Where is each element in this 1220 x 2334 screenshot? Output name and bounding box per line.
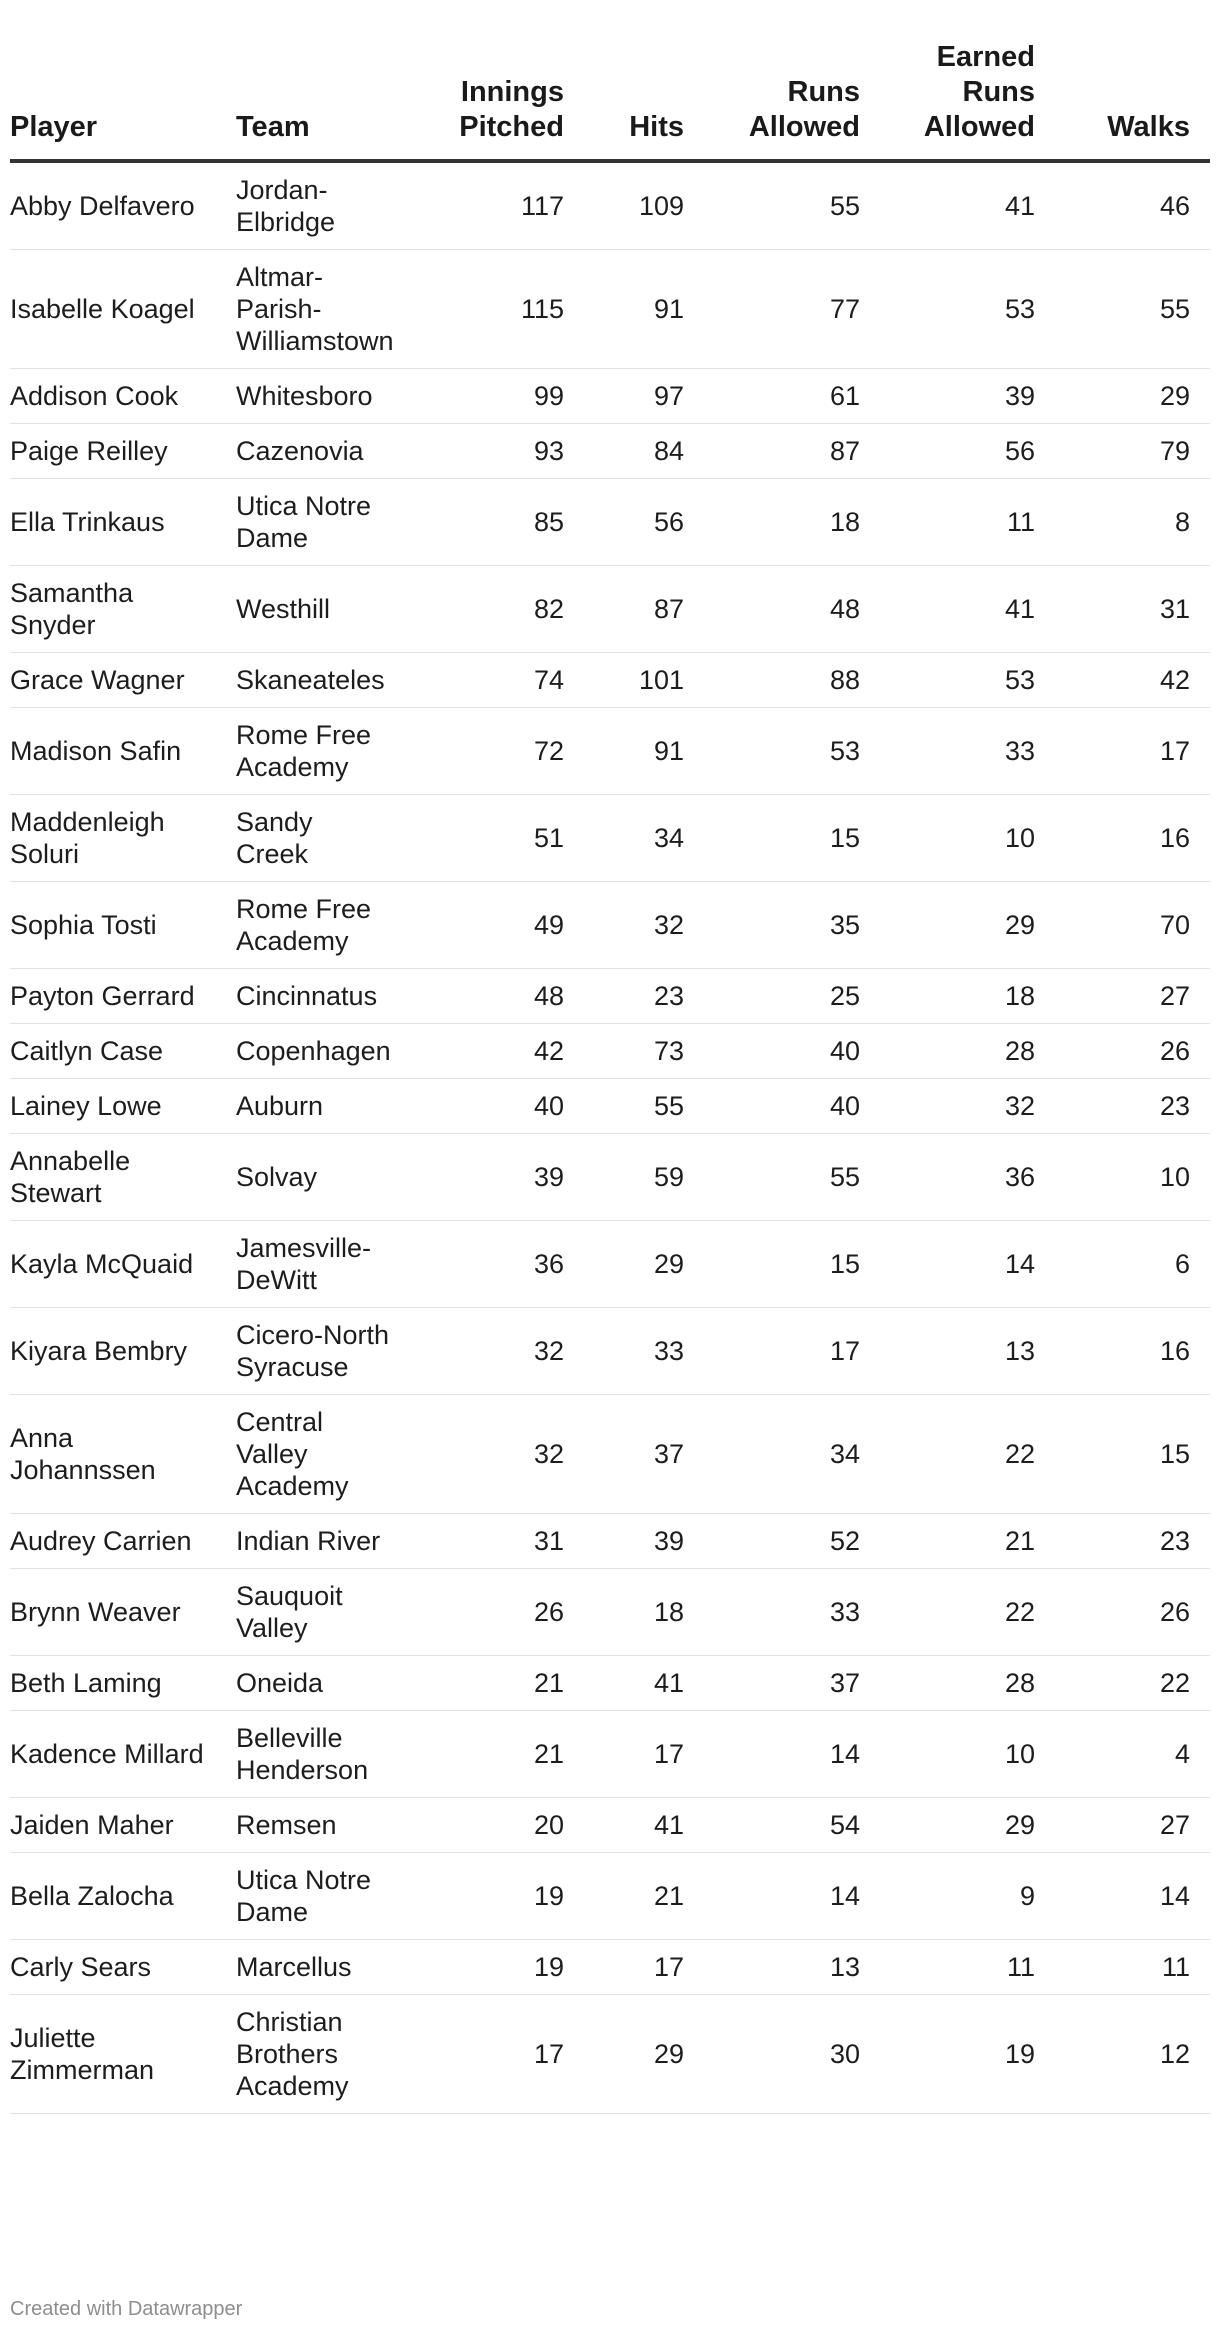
runs-allowed-cell: 18 [704, 479, 880, 566]
team-cell: Rome Free Academy [236, 882, 406, 969]
hits-cell: 97 [584, 369, 704, 424]
team-cell: Skaneateles [236, 653, 406, 708]
innings-pitched-cell: 74 [406, 653, 584, 708]
walks-cell: 8 [1055, 479, 1210, 566]
player-cell: Abby Delfavero [10, 161, 236, 250]
walks-cell: 31 [1055, 566, 1210, 653]
walks-cell: 70 [1055, 882, 1210, 969]
table-row [10, 1221, 1210, 1308]
runs-allowed-cell: 37 [704, 1656, 880, 1711]
earned-runs-allowed-cell: 18 [880, 969, 1055, 1024]
table-body [10, 161, 1210, 2114]
player-cell: Sophia Tosti [10, 882, 236, 969]
runs-allowed-cell: 35 [704, 882, 880, 969]
runs-allowed-cell: 15 [704, 795, 880, 882]
table-row [10, 1514, 1210, 1569]
table-row [10, 1853, 1210, 1940]
innings-pitched-cell: 31 [406, 1514, 584, 1569]
team-cell: Jordan-Elbridge [236, 161, 406, 250]
table-row [10, 1569, 1210, 1656]
earned-runs-allowed-cell: 33 [880, 708, 1055, 795]
innings-pitched-cell: 117 [406, 161, 584, 250]
table-row [10, 1940, 1210, 1995]
hits-cell: 17 [584, 1711, 704, 1798]
runs-allowed-cell: 88 [704, 653, 880, 708]
walks-cell: 26 [1055, 1569, 1210, 1656]
player-cell: Kayla McQuaid [10, 1221, 236, 1308]
innings-pitched-cell: 32 [406, 1308, 584, 1395]
player-cell: Isabelle Koagel [10, 250, 236, 369]
team-cell: Utica Notre Dame [236, 1853, 406, 1940]
header-row [10, 40, 1210, 161]
hits-cell: 37 [584, 1395, 704, 1514]
table-row [10, 424, 1210, 479]
player-cell: Lainey Lowe [10, 1079, 236, 1134]
walks-cell: 27 [1055, 1798, 1210, 1853]
team-cell: Marcellus [236, 1940, 406, 1995]
player-cell: Addison Cook [10, 369, 236, 424]
team-cell: Altmar-Parish-Williamstown [236, 250, 406, 369]
hits-cell: 91 [584, 250, 704, 369]
earned-runs-allowed-cell: 28 [880, 1656, 1055, 1711]
walks-cell: 14 [1055, 1853, 1210, 1940]
table-header [10, 40, 1210, 161]
runs-allowed-cell: 14 [704, 1853, 880, 1940]
team-cell: Rome Free Academy [236, 708, 406, 795]
earned-runs-allowed-cell: 32 [880, 1079, 1055, 1134]
earned-runs-allowed-cell: 56 [880, 424, 1055, 479]
hits-cell: 29 [584, 1995, 704, 2114]
innings-pitched-cell: 32 [406, 1395, 584, 1514]
hits-cell: 39 [584, 1514, 704, 1569]
player-cell: Juliette Zimmerman [10, 1995, 236, 2114]
hits-cell: 84 [584, 424, 704, 479]
table-row [10, 479, 1210, 566]
runs-allowed-cell: 87 [704, 424, 880, 479]
team-cell: Jamesville-DeWitt [236, 1221, 406, 1308]
earned-runs-allowed-cell: 14 [880, 1221, 1055, 1308]
team-cell: Christian Brothers Academy [236, 1995, 406, 2114]
table-row [10, 250, 1210, 369]
table-row [10, 708, 1210, 795]
runs-allowed-cell: 25 [704, 969, 880, 1024]
earned-runs-allowed-cell: 10 [880, 1711, 1055, 1798]
player-cell: Annabelle Stewart [10, 1134, 236, 1221]
innings-pitched-cell: 20 [406, 1798, 584, 1853]
team-cell: Sandy Creek [236, 795, 406, 882]
walks-cell: 79 [1055, 424, 1210, 479]
hits-cell: 34 [584, 795, 704, 882]
hits-cell: 32 [584, 882, 704, 969]
column-header-team[interactable]: Team [236, 40, 406, 161]
earned-runs-allowed-cell: 36 [880, 1134, 1055, 1221]
player-cell: Samantha Snyder [10, 566, 236, 653]
player-cell: Madison Safin [10, 708, 236, 795]
walks-cell: 46 [1055, 161, 1210, 250]
team-cell: Cincinnatus [236, 969, 406, 1024]
datawrapper-credit: Created with Datawrapper [10, 2298, 243, 2320]
player-cell: Maddenleigh Soluri [10, 795, 236, 882]
walks-cell: 55 [1055, 250, 1210, 369]
earned-runs-allowed-cell: 11 [880, 1940, 1055, 1995]
team-cell: Westhill [236, 566, 406, 653]
runs-allowed-cell: 15 [704, 1221, 880, 1308]
team-cell: Utica Notre Dame [236, 479, 406, 566]
earned-runs-allowed-cell: 11 [880, 479, 1055, 566]
earned-runs-allowed-cell: 22 [880, 1569, 1055, 1656]
hits-cell: 21 [584, 1853, 704, 1940]
hits-cell: 59 [584, 1134, 704, 1221]
hits-cell: 56 [584, 479, 704, 566]
earned-runs-allowed-cell: 29 [880, 1798, 1055, 1853]
table-row [10, 566, 1210, 653]
column-header-player[interactable]: Player [10, 40, 236, 161]
walks-cell: 10 [1055, 1134, 1210, 1221]
player-cell: Carly Sears [10, 1940, 236, 1995]
earned-runs-allowed-cell: 22 [880, 1395, 1055, 1514]
team-cell: Cicero-North Syracuse [236, 1308, 406, 1395]
team-cell: Remsen [236, 1798, 406, 1853]
walks-cell: 17 [1055, 708, 1210, 795]
runs-allowed-cell: 34 [704, 1395, 880, 1514]
earned-runs-allowed-cell: 41 [880, 566, 1055, 653]
hits-cell: 23 [584, 969, 704, 1024]
innings-pitched-cell: 93 [406, 424, 584, 479]
player-cell: Anna Johannssen [10, 1395, 236, 1514]
hits-cell: 29 [584, 1221, 704, 1308]
innings-pitched-cell: 85 [406, 479, 584, 566]
walks-cell: 16 [1055, 1308, 1210, 1395]
hits-cell: 55 [584, 1079, 704, 1134]
walks-cell: 23 [1055, 1079, 1210, 1134]
team-cell: Oneida [236, 1656, 406, 1711]
runs-allowed-cell: 55 [704, 161, 880, 250]
innings-pitched-cell: 42 [406, 1024, 584, 1079]
hits-cell: 101 [584, 653, 704, 708]
player-cell: Kadence Millard [10, 1711, 236, 1798]
player-cell: Brynn Weaver [10, 1569, 236, 1656]
innings-pitched-cell: 19 [406, 1940, 584, 1995]
column-header-runs-allowed[interactable]: Runs Allowed [704, 40, 880, 161]
runs-allowed-cell: 54 [704, 1798, 880, 1853]
team-cell: Belleville Henderson [236, 1711, 406, 1798]
player-cell: Ella Trinkaus [10, 479, 236, 566]
player-cell: Bella Zalocha [10, 1853, 236, 1940]
table-row [10, 1395, 1210, 1514]
walks-cell: 11 [1055, 1940, 1210, 1995]
earned-runs-allowed-cell: 19 [880, 1995, 1055, 2114]
team-cell: Copenhagen [236, 1024, 406, 1079]
walks-cell: 12 [1055, 1995, 1210, 2114]
player-cell: Kiyara Bembry [10, 1308, 236, 1395]
innings-pitched-cell: 21 [406, 1711, 584, 1798]
earned-runs-allowed-cell: 28 [880, 1024, 1055, 1079]
innings-pitched-cell: 72 [406, 708, 584, 795]
earned-runs-allowed-cell: 9 [880, 1853, 1055, 1940]
earned-runs-allowed-cell: 41 [880, 161, 1055, 250]
hits-cell: 18 [584, 1569, 704, 1656]
runs-allowed-cell: 33 [704, 1569, 880, 1656]
table-row [10, 1798, 1210, 1853]
team-cell: Cazenovia [236, 424, 406, 479]
walks-cell: 15 [1055, 1395, 1210, 1514]
hits-cell: 41 [584, 1656, 704, 1711]
column-header-walks[interactable]: Walks [1055, 40, 1210, 161]
earned-runs-allowed-cell: 21 [880, 1514, 1055, 1569]
hits-cell: 41 [584, 1798, 704, 1853]
table-row [10, 795, 1210, 882]
player-cell: Payton Gerrard [10, 969, 236, 1024]
walks-cell: 16 [1055, 795, 1210, 882]
innings-pitched-cell: 21 [406, 1656, 584, 1711]
innings-pitched-cell: 49 [406, 882, 584, 969]
player-cell: Beth Laming [10, 1656, 236, 1711]
earned-runs-allowed-cell: 13 [880, 1308, 1055, 1395]
runs-allowed-cell: 40 [704, 1024, 880, 1079]
runs-allowed-cell: 61 [704, 369, 880, 424]
pitching-stats-table [10, 40, 1210, 2114]
hits-cell: 17 [584, 1940, 704, 1995]
table-row [10, 1995, 1210, 2114]
runs-allowed-cell: 13 [704, 1940, 880, 1995]
innings-pitched-cell: 36 [406, 1221, 584, 1308]
walks-cell: 23 [1055, 1514, 1210, 1569]
runs-allowed-cell: 40 [704, 1079, 880, 1134]
table-row [10, 369, 1210, 424]
walks-cell: 27 [1055, 969, 1210, 1024]
earned-runs-allowed-cell: 10 [880, 795, 1055, 882]
walks-cell: 4 [1055, 1711, 1210, 1798]
runs-allowed-cell: 53 [704, 708, 880, 795]
table-row [10, 1308, 1210, 1395]
table-row [10, 161, 1210, 250]
player-cell: Caitlyn Case [10, 1024, 236, 1079]
innings-pitched-cell: 82 [406, 566, 584, 653]
team-cell: Indian River [236, 1514, 406, 1569]
runs-allowed-cell: 77 [704, 250, 880, 369]
innings-pitched-cell: 17 [406, 1995, 584, 2114]
stats-table-container [10, 40, 1210, 2114]
hits-cell: 73 [584, 1024, 704, 1079]
innings-pitched-cell: 99 [406, 369, 584, 424]
column-header-earned-runs-allowed[interactable]: Earned Runs Allowed [880, 40, 1055, 161]
runs-allowed-cell: 52 [704, 1514, 880, 1569]
innings-pitched-cell: 39 [406, 1134, 584, 1221]
table-row [10, 1079, 1210, 1134]
earned-runs-allowed-cell: 29 [880, 882, 1055, 969]
walks-cell: 29 [1055, 369, 1210, 424]
team-cell: Central Valley Academy [236, 1395, 406, 1514]
team-cell: Sauquoit Valley [236, 1569, 406, 1656]
walks-cell: 26 [1055, 1024, 1210, 1079]
innings-pitched-cell: 26 [406, 1569, 584, 1656]
runs-allowed-cell: 48 [704, 566, 880, 653]
runs-allowed-cell: 14 [704, 1711, 880, 1798]
table-row [10, 969, 1210, 1024]
player-cell: Jaiden Maher [10, 1798, 236, 1853]
column-header-innings-pitched[interactable]: Innings Pitched [406, 40, 584, 161]
innings-pitched-cell: 48 [406, 969, 584, 1024]
team-cell: Auburn [236, 1079, 406, 1134]
table-row [10, 1656, 1210, 1711]
runs-allowed-cell: 55 [704, 1134, 880, 1221]
team-cell: Whitesboro [236, 369, 406, 424]
innings-pitched-cell: 51 [406, 795, 584, 882]
hits-cell: 91 [584, 708, 704, 795]
table-row [10, 1711, 1210, 1798]
hits-cell: 87 [584, 566, 704, 653]
earned-runs-allowed-cell: 53 [880, 250, 1055, 369]
runs-allowed-cell: 17 [704, 1308, 880, 1395]
earned-runs-allowed-cell: 53 [880, 653, 1055, 708]
team-cell: Solvay [236, 1134, 406, 1221]
walks-cell: 6 [1055, 1221, 1210, 1308]
innings-pitched-cell: 115 [406, 250, 584, 369]
table-row [10, 1024, 1210, 1079]
runs-allowed-cell: 30 [704, 1995, 880, 2114]
player-cell: Grace Wagner [10, 653, 236, 708]
table-row [10, 1134, 1210, 1221]
earned-runs-allowed-cell: 39 [880, 369, 1055, 424]
hits-cell: 109 [584, 161, 704, 250]
table-row [10, 653, 1210, 708]
walks-cell: 42 [1055, 653, 1210, 708]
hits-cell: 33 [584, 1308, 704, 1395]
innings-pitched-cell: 19 [406, 1853, 584, 1940]
table-row [10, 882, 1210, 969]
innings-pitched-cell: 40 [406, 1079, 584, 1134]
player-cell: Audrey Carrien [10, 1514, 236, 1569]
column-header-hits[interactable]: Hits [584, 40, 704, 161]
player-cell: Paige Reilley [10, 424, 236, 479]
walks-cell: 22 [1055, 1656, 1210, 1711]
